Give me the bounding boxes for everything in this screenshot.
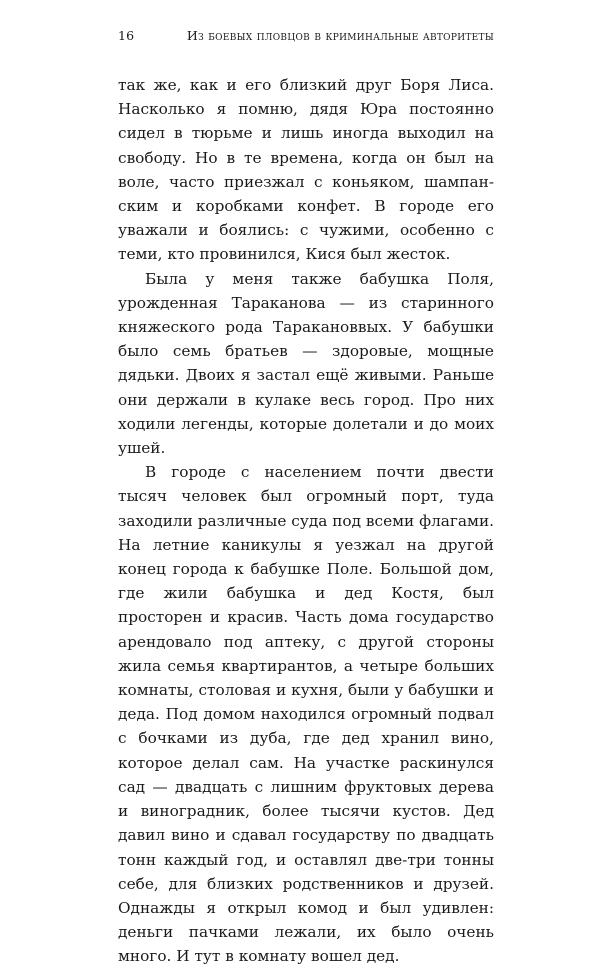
paragraph-2: Была у меня также бабушка Поля, урожденная Тараканова — из старинного княжеского рода Таракановвых. У бабушки было семь братьев — здоровые, мощные дядьки. Двоих я застал ещё живыми. Раньше они держали в кулаке весь город. Про них ходили легенды, которые долетали и до моих ушей. — [118, 269, 494, 458]
body-text — [118, 73, 494, 969]
page-number: 16 — [118, 28, 135, 43]
book-title: Из боевых пловцов в криминальные авторитеты — [186, 28, 494, 43]
paragraph-3: В городе с населением почти двести тысяч человек был огромный порт, туда заходили различные суда под всеми флагами. На летние каникулы я уезжал на другой конец города к бабушке Поле. Большой дом, где жили бабушка и дед Костя, был просторен и красив. Часть дома государство арендовало под аптеку, с другой стороны жила семья квартирантов, а четыре больших комнаты, столовая и кухня, были у бабушки и деда. Под домом находился огромный подвал с бочками из дуба, где дед хранил вино, которое делал сам. На участке раскинулся сад — двадцать с лишним фруктовых дерева и виноградник, более тысячи кустов. Дед давил вино и сдавал государству по двадцать тонн каждый год, и оставлял две-три тонны себе, для близких родственников и друзей. Однажды я открыл комод и был удивлен: деньги пачками лежали, их было очень много. И тут в комнату вошел дед. — [118, 463, 494, 966]
running-header — [118, 28, 494, 48]
paragraph-1: так же, как и его близкий друг Боря Лиса. Насколько я помню, дядя Юра постоянно сидел в тюрьме и лишь иногда выходил на свободу. Но в те времена, когда он был на воле, часто приезжал с коньяком, шампанским и коробками конфет. В городе его уважали и боялись: с чужими, особенно с теми, кто провинился, Кися был жесток. — [118, 76, 494, 264]
